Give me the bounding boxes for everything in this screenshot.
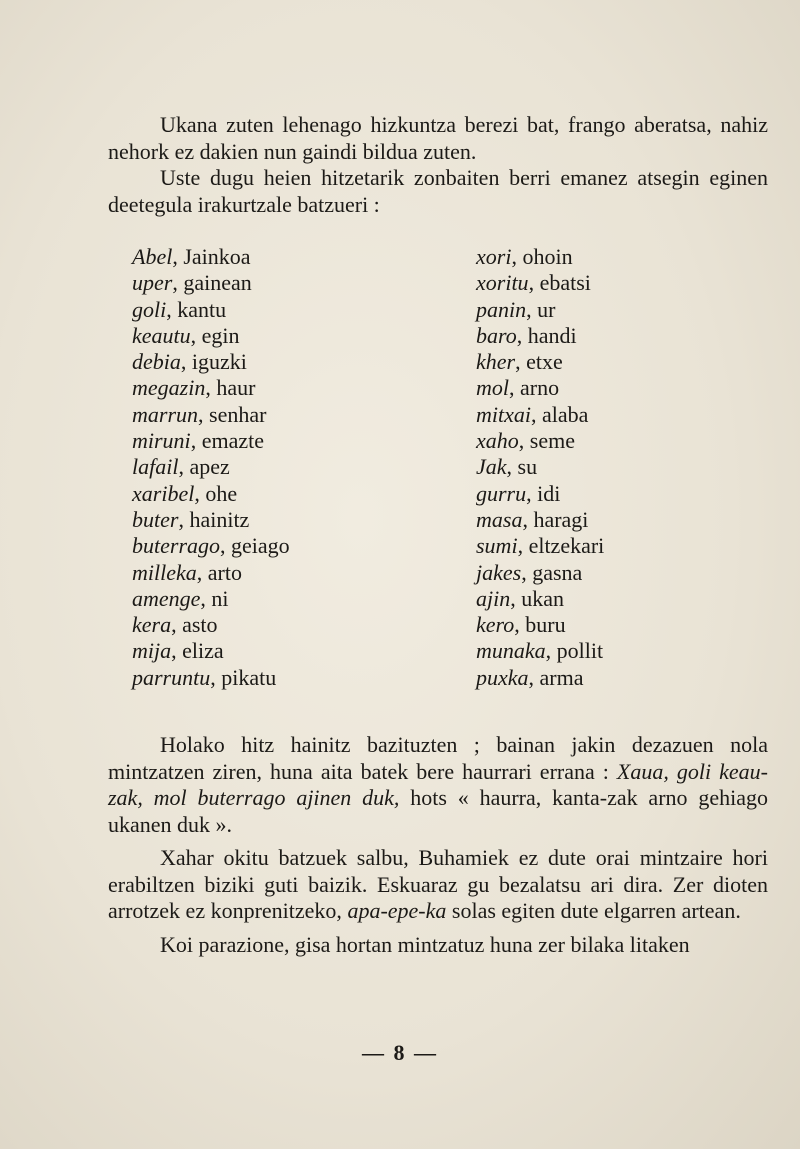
- vocab-entry: amenge, ni: [132, 585, 229, 611]
- vocab-entry: mol, arno: [476, 375, 560, 401]
- vocab-word: xori: [476, 244, 512, 269]
- vocab-meaning: ur: [537, 296, 556, 322]
- vocab-meaning: ohoin: [522, 244, 573, 269]
- vocab-meaning: buru: [525, 612, 566, 638]
- vocab-meaning: haur: [216, 375, 256, 401]
- vocab-entry: masa, haragi: [476, 506, 589, 532]
- vocab-word: megazin: [132, 375, 206, 401]
- vocab-word: kera: [132, 612, 172, 638]
- vocab-word: buterrago: [132, 533, 220, 559]
- example-sentence: Xaua, goli keau-zak, mol buterrago ajinen duk,: [108, 758, 768, 810]
- xahar-tail: solas egiten dute elgarren artean.: [451, 898, 741, 923]
- vocab-entry: lafail, apez: [132, 454, 230, 480]
- example-paragraph: [108, 732, 768, 838]
- vocab-word: xoritu: [476, 270, 529, 296]
- vocab-meaning: kantu: [177, 296, 227, 322]
- vocab-meaning: pikatu: [221, 664, 277, 690]
- vocab-entry: miruni, emazte: [132, 428, 264, 454]
- vocab-word: goli: [132, 296, 167, 322]
- vocab-entry: Jak, su: [476, 454, 538, 480]
- vocab-entry: sumi, eltzekari: [476, 533, 605, 559]
- vocab-meaning: pollit: [556, 638, 604, 664]
- intro-paragraph-1: Ukana zuten lehenago hizkuntza berezi bat, frango aberatsa, nahiz nehork ez dakien nun gaindi bildua zuten.: [108, 112, 768, 164]
- vocab-entry: puxka, arma: [476, 664, 584, 690]
- vocab-word: panin: [476, 296, 527, 322]
- vocab-meaning: Jainkoa: [183, 244, 251, 269]
- vocab-meaning: emazte: [201, 428, 264, 454]
- vocab-meaning: arno: [520, 375, 560, 401]
- vocab-word: mitxai: [476, 401, 531, 427]
- vocab-entry: parruntu, pikatu: [132, 664, 277, 690]
- vocab-meaning: geiago: [231, 533, 290, 559]
- vocab-word: gurru: [476, 480, 527, 506]
- xahar-phrase: apa-epe-ka: [347, 898, 447, 923]
- vocab-entry: milleka, arto: [132, 559, 242, 585]
- vocab-word: xaho: [476, 428, 519, 454]
- vocab-meaning: asto: [182, 612, 218, 638]
- vocab-entry: xaribel, ohe: [132, 480, 238, 506]
- vocab-meaning: idi: [537, 480, 561, 506]
- vocab-word: jakes: [476, 559, 522, 585]
- vocab-word: marrun: [132, 401, 199, 427]
- vocab-entry: xaho, seme: [476, 428, 575, 454]
- vocab-meaning: alaba: [542, 401, 589, 427]
- vocab-entry: panin, ur: [476, 296, 556, 322]
- vocab-meaning: seme: [529, 428, 575, 454]
- vocab-entry: kher, etxe: [476, 349, 563, 375]
- vocab-entry: kera, asto: [132, 612, 218, 638]
- vocab-meaning: gasna: [532, 559, 583, 585]
- vocab-entry: gurru, idi: [476, 480, 561, 506]
- vocab-entry: mitxai, alaba: [476, 401, 589, 427]
- vocab-entry: xori, ohoin: [476, 244, 573, 269]
- vocab-word: parruntu: [132, 664, 211, 690]
- vocab-word: Abel: [132, 244, 173, 269]
- vocab-meaning: iguzki: [191, 349, 247, 375]
- vocab-word: kher: [476, 349, 516, 375]
- vocab-word: lafail: [132, 454, 179, 480]
- vocab-word: debia: [132, 349, 181, 375]
- vocab-meaning: ukan: [521, 585, 564, 611]
- vocab-meaning: egin: [201, 322, 240, 348]
- lower-text: [108, 732, 768, 958]
- vocab-meaning: senhar: [209, 401, 267, 427]
- vocab-entry: debia, iguzki: [132, 349, 247, 375]
- vocab-word: Jak: [476, 454, 507, 480]
- vocab-word: amenge: [132, 585, 201, 611]
- vocab-entry: buterrago, geiago: [132, 533, 290, 559]
- vocab-word: uper: [132, 270, 173, 296]
- vocab-entry: xoritu, ebatsi: [476, 270, 591, 296]
- vocab-meaning: hainitz: [189, 506, 250, 532]
- page-number: — 8 —: [362, 1040, 438, 1065]
- vocab-word: mol: [476, 375, 509, 401]
- vocab-meaning: apez: [189, 454, 230, 480]
- vocab-word: munaka: [476, 638, 546, 664]
- vocab-entry: uper, gainean: [132, 270, 252, 296]
- vocabulary-column-right: [476, 244, 604, 691]
- vocab-word: buter: [132, 506, 179, 532]
- vocab-word: miruni: [132, 428, 191, 454]
- vocab-meaning: arma: [539, 664, 584, 690]
- vocab-entry: kero, buru: [476, 612, 566, 638]
- intro-paragraph-2: Uste dugu heien hitzetarik zonbaiten berri emanez atsegin eginen deetegula irakurtzale batzueri :: [108, 165, 768, 217]
- intro-text: [108, 112, 768, 218]
- example-translation: hots « haurra, kanta-zak arno gehiago ukanen duk ».: [108, 785, 768, 837]
- vocab-word: kero: [476, 612, 515, 638]
- vocab-meaning: eltzekari: [528, 533, 605, 559]
- vocab-entry: goli, kantu: [132, 296, 227, 322]
- vocab-word: milleka: [132, 559, 197, 585]
- vocab-entry: marrun, senhar: [132, 401, 267, 427]
- vocab-entry: Abel, Jainkoa: [132, 244, 251, 269]
- xahar-paragraph: [108, 845, 768, 925]
- vocab-entry: mija, eliza: [132, 638, 224, 664]
- vocab-entry: buter, hainitz: [132, 506, 250, 532]
- vocab-meaning: etxe: [526, 349, 563, 375]
- vocab-meaning: arto: [207, 559, 242, 585]
- vocabulary-column-left: [132, 244, 290, 691]
- vocab-entry: megazin, haur: [132, 375, 256, 401]
- vocab-entry: keautu, egin: [132, 322, 240, 348]
- vocab-meaning: gainean: [183, 270, 252, 296]
- vocab-word: masa: [476, 506, 523, 532]
- vocab-meaning: handi: [527, 322, 577, 348]
- vocab-meaning: haragi: [533, 506, 589, 532]
- vocab-entry: baro, handi: [476, 322, 577, 348]
- vocab-word: mija: [132, 638, 172, 664]
- vocab-entry: ajin, ukan: [476, 585, 564, 611]
- last-paragraph: Koi parazione, gisa hortan mintzatuz huna zer bilaka litaken: [160, 931, 690, 957]
- vocab-word: baro: [476, 322, 517, 348]
- vocab-word: puxka: [476, 664, 529, 690]
- vocab-entry: munaka, pollit: [476, 638, 604, 664]
- vocab-meaning: ebatsi: [539, 270, 591, 296]
- vocab-meaning: su: [517, 454, 538, 480]
- vocab-word: sumi: [476, 533, 518, 559]
- xahar-body: Xahar okitu batzuek salbu, Buhamiek ez dute orai mintzaire hori erabiltzen biziki guti baizik. Eskuaraz gu bezalatsu ari dira. Zer dioten arrotzek ez konprenitzeko,: [108, 845, 768, 923]
- vocab-word: xaribel: [132, 480, 195, 506]
- vocab-meaning: ohe: [205, 480, 238, 506]
- vocab-word: ajin: [476, 585, 511, 611]
- vocab-word: keautu: [132, 322, 191, 348]
- example-lead: Holako hitz hainitz bazituzten ; bainan jakin dezazuen nola mintzatzen ziren, huna aita batek bere haurrari errana :: [108, 732, 768, 784]
- vocab-meaning: ni: [211, 585, 229, 611]
- vocab-entry: jakes, gasna: [476, 559, 583, 585]
- vocab-meaning: eliza: [182, 638, 224, 664]
